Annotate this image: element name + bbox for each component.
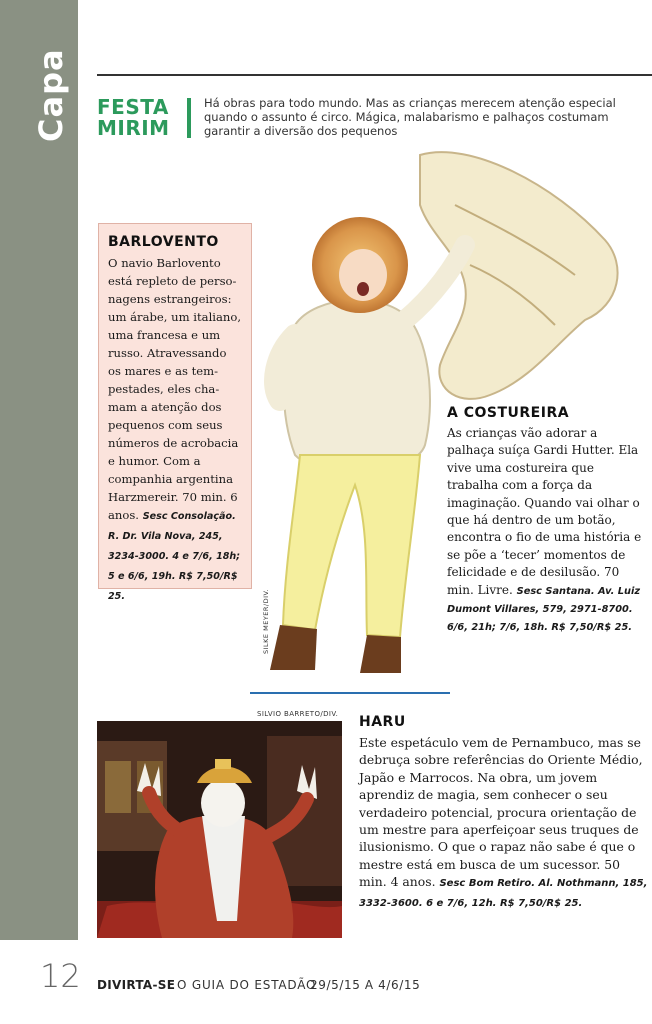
- haru-body: Este espetáculo vem de Pernambuco, mas se debruça sobre referências do Oriente Médio, Japão e Marrocos. Na obra, um jovem aprendiz de magia, sem conhecer o seu verdadeiro potencial, procura orientação de um mestre para aperfeiçoar seus truques de ilusionismo. O que o rapaz não sabe é que o mestre está em busca de um sucessor. 50 min. 4 anos.: [359, 735, 643, 890]
- performer-face: [201, 779, 245, 827]
- section-label: Capa: [32, 48, 70, 142]
- barlovento-body: O navio Barlovento está repleto de personagens estrangeiros: um árabe, um italiano, uma francesa e um russo. Atravessando os mares e as tempestades, eles chamam a atenção dos pequenos com seus números de acrobacia e humor. Com a companhia argentina Harzmereir. 70 min. 6 anos.: [108, 256, 242, 522]
- haru-info: Sesc Bom Retiro. Al. Nothmann, 185, 3332-3600. 6 e 7/6, 12h. R$ 7,50/R$ 25.: [359, 878, 648, 909]
- costureira-photo-credit: SILKE MEYER/DIV.: [262, 588, 270, 654]
- costureira-body: As crianças vão adorar a palhaça suíça Gardi Hutter. Ela vive uma costureira que trabalha com a força da imaginação. Quando vai olhar o que há dentro de um botão, encontra o fio de uma história e se põe a ‘tecer’ momentos de felicidade e de desilusão. 70 min. Livre.: [447, 426, 642, 597]
- mouth: [357, 282, 369, 296]
- footer-guide: O GUIA DO ESTADÃO: [177, 978, 317, 992]
- costureira-title: A COSTUREIRA: [447, 405, 570, 421]
- barlovento-article: [98, 223, 252, 602]
- barlovento-info: Sesc Consolação. R. Dr. Vila Nova, 245, 3234-3000. 4 e 7/6, 18h; 5 e 6/6, 19h. R$ 7,50/R$ 25.: [108, 511, 241, 602]
- page-number: 12: [40, 957, 81, 995]
- haru-article: [359, 714, 649, 912]
- haru-photo-credit: SILVIO BARRETO/DIV.: [257, 710, 339, 718]
- section-divider: [250, 692, 450, 694]
- top-rule: [97, 74, 652, 76]
- costureira-info: Sesc Santana. Av. Luiz Dumont Villares, 579, 2971-8700. 6/6, 21h; 7/6, 18h. R$ 7,50/R$ 25.: [447, 585, 641, 634]
- section-sidebar: [0, 0, 78, 940]
- feature-intro: Há obras para todo mundo. Mas as crianças merecem atenção especial quando o assunto é circo. Mágica, malabarismo e palhaços costumam garantir a diversão dos pequenos: [204, 96, 616, 138]
- feature-title-line2: MIRIM: [97, 116, 170, 140]
- feature-title-divider: [187, 98, 191, 138]
- feature-title-line1: FESTA: [97, 95, 169, 119]
- haru-text: [359, 734, 649, 912]
- barlovento-title: BARLOVENTO: [108, 234, 219, 250]
- footer-magazine: DIVIRTA-SE: [97, 978, 176, 992]
- costureira-article: [447, 405, 647, 637]
- trousers: [283, 455, 420, 637]
- arm-right: [405, 245, 465, 320]
- haru-photo: [97, 721, 342, 938]
- footer-dates: 29/5/15 A 4/6/15: [310, 978, 421, 992]
- barlovento-text: [108, 254, 243, 606]
- feature-title: [97, 97, 179, 139]
- haru-title: HARU: [359, 714, 406, 730]
- boot-left: [270, 625, 317, 670]
- boot-right: [360, 635, 401, 673]
- costureira-text: [447, 425, 647, 637]
